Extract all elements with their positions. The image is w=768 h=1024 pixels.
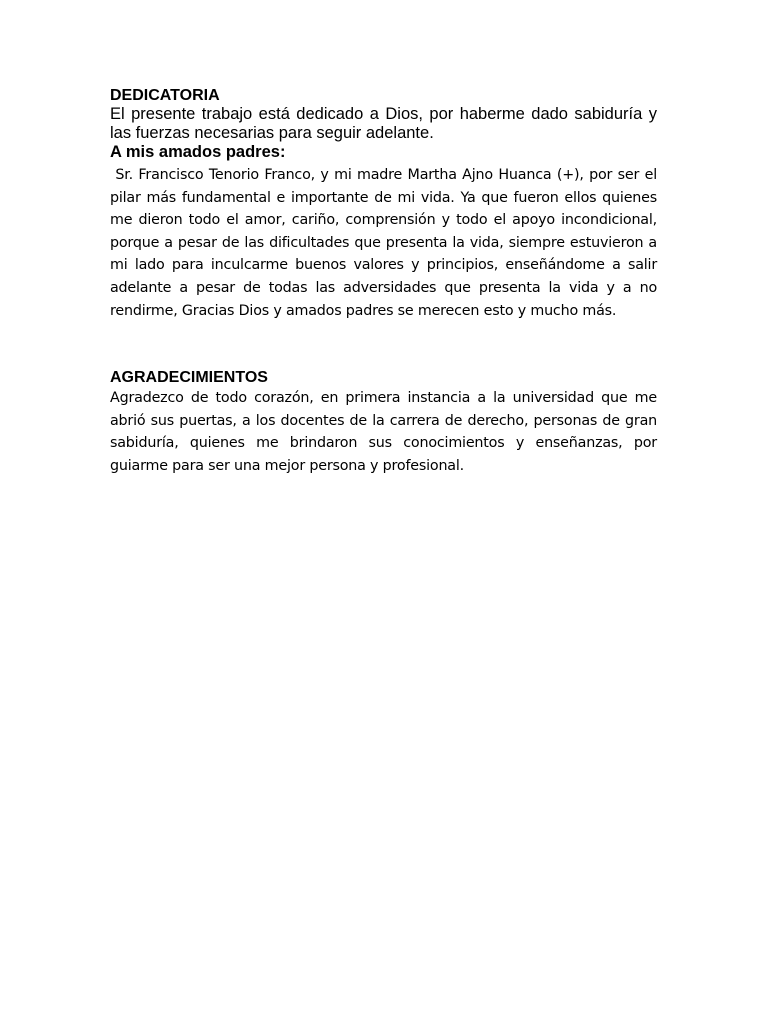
padres-subheading: A mis amados padres: [110, 143, 286, 161]
padres-paragraph: Sr. Francisco Tenorio Franco, y mi madre Martha Ajno Huanca (+), por ser el pilar más fundamental e importante de mi vida. Ya que fueron ellos quienes me dieron todo el amor, cariño, comprensión y todo el apoyo incondicional, porque a pesar de las dificultades que presenta la vida, siempre estuvieron a mi lado para inculcarme buenos valores y principios, enseñándome a salir adelante a pesar de todas las adversidades que presenta la vida y a no rendirme, Gracias Dios y amados padres se merecen esto y mucho más. [110, 167, 662, 319]
dedicatoria-section [110, 86, 662, 322]
agradecimientos-paragraph: Agradezco de todo corazón, en primera instancia a la universidad que me abrió sus puertas, a los docentes de la carrera de derecho, personas de gran sabiduría, quienes me brindaron sus conocimientos y enseñanzas, por guiarme para ser una mejor persona y profesional. [110, 390, 657, 474]
document-page [110, 86, 662, 478]
section-spacer [110, 322, 657, 368]
dedicatoria-intro: El presente trabajo está dedicado a Dios, por haberme dado sabiduría y las fuerzas necesarias para seguir adelante. [110, 105, 657, 142]
dedicatoria-heading: DEDICATORIA [110, 87, 220, 104]
agradecimientos-section [110, 368, 657, 477]
agradecimientos-heading: AGRADECIMIENTOS [110, 369, 268, 387]
